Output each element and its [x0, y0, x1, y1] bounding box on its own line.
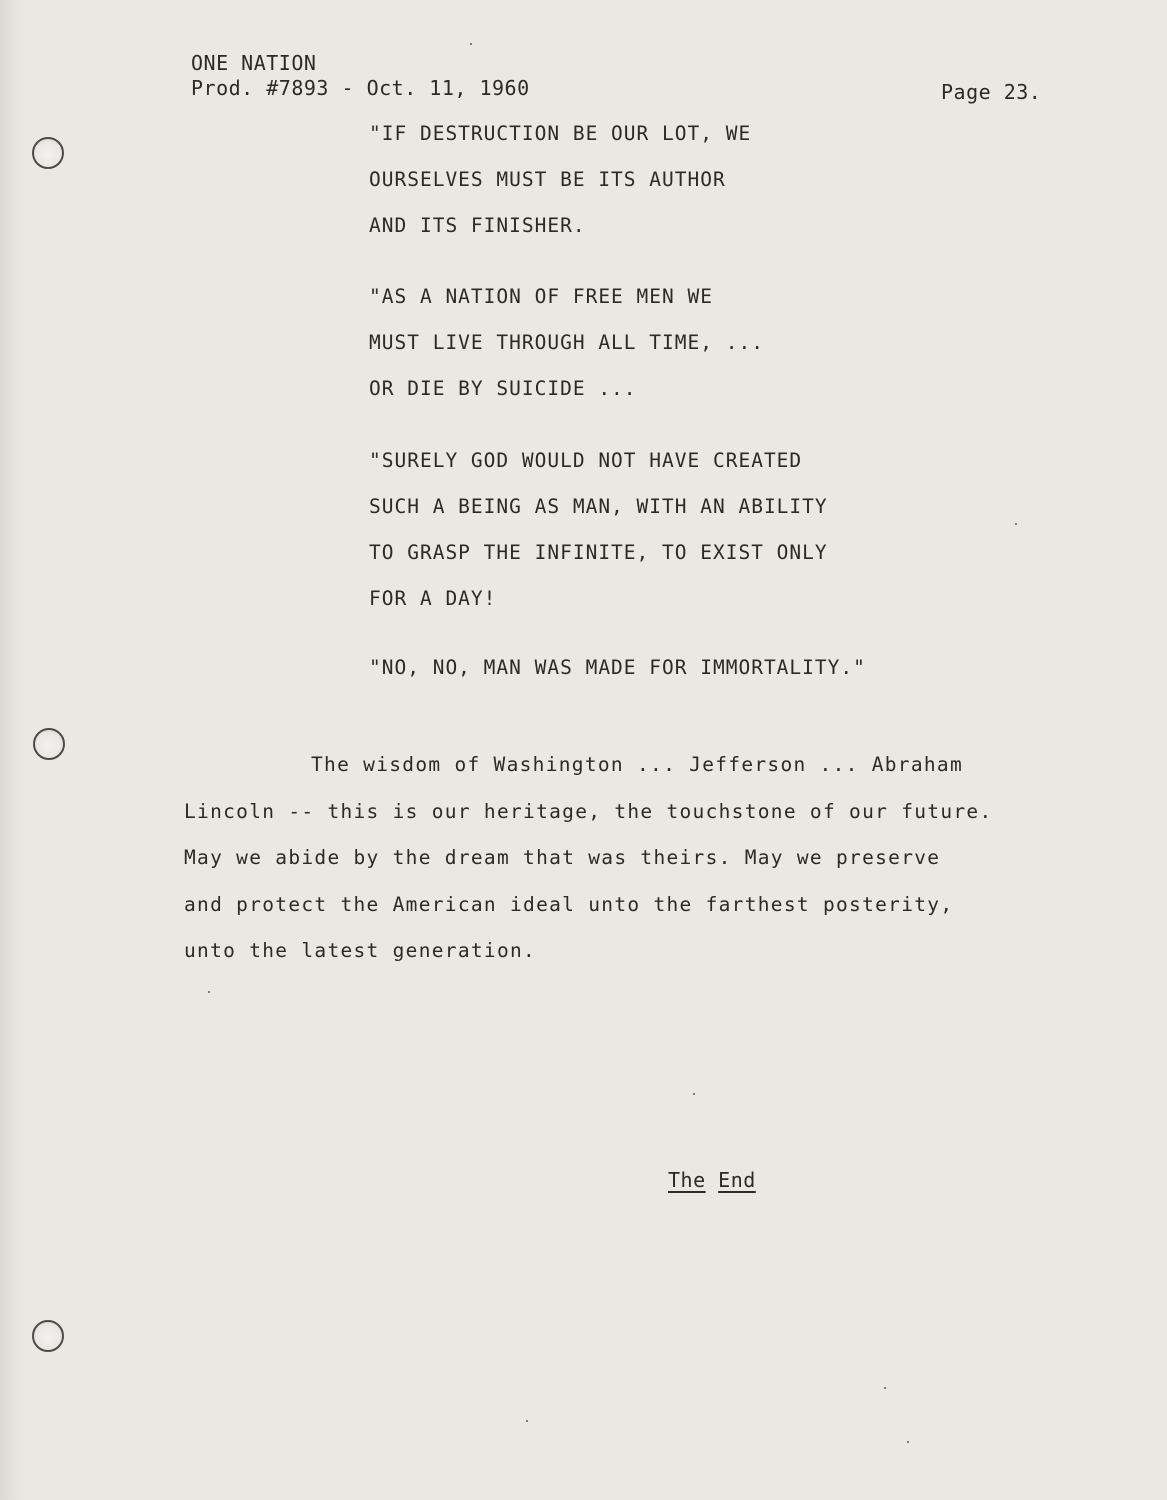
quote-line: "SURELY GOD WOULD NOT HAVE CREATED	[369, 449, 803, 472]
paragraph-line: May we abide by the dream that was theirs. May we preserve	[184, 846, 941, 869]
quote-line: FOR A DAY!	[369, 587, 497, 610]
quote-line: "IF DESTRUCTION BE OUR LOT, WE	[369, 122, 752, 145]
quote-line: OR DIE BY SUICIDE ...	[369, 377, 637, 400]
production-line: Prod. #7893 - Oct. 11, 1960	[191, 76, 530, 100]
paper-speck	[208, 991, 210, 993]
closing-paragraph	[184, 742, 992, 975]
paper-speck	[1015, 523, 1017, 525]
paper-speck	[693, 1093, 695, 1095]
paper-speck	[884, 1387, 886, 1389]
paper-speck	[907, 1441, 909, 1443]
paper-speck	[526, 1420, 528, 1422]
quote-line: "AS A NATION OF FREE MEN WE	[369, 285, 713, 308]
document-title: ONE NATION	[191, 51, 317, 75]
quote-line: AND ITS FINISHER.	[369, 214, 586, 237]
the-end-label	[668, 1168, 756, 1192]
paragraph-line: unto the latest generation.	[184, 939, 537, 962]
page-edge-shadow	[0, 0, 22, 1500]
quote-line: "NO, NO, MAN WAS MADE FOR IMMORTALITY."	[369, 656, 866, 679]
the-end-word-2: End	[718, 1168, 756, 1192]
quote-line: MUST LIVE THROUGH ALL TIME, ...	[369, 331, 764, 354]
the-end-word-1: The	[668, 1168, 706, 1192]
paragraph-line: The wisdom of Washington ... Jefferson ... Abraham	[311, 753, 963, 776]
punch-hole-top	[32, 137, 64, 169]
quote-line: OURSELVES MUST BE ITS AUTHOR	[369, 168, 726, 191]
quote-line: SUCH A BEING AS MAN, WITH AN ABILITY	[369, 495, 828, 518]
paragraph-line: Lincoln -- this is our heritage, the touchstone of our future.	[184, 799, 993, 823]
punch-hole-bottom	[32, 1320, 64, 1352]
quote-line: TO GRASP THE INFINITE, TO EXIST ONLY	[369, 541, 828, 564]
paper-speck	[470, 43, 472, 45]
quote-block-3	[369, 438, 828, 622]
quote-block-2	[369, 274, 764, 412]
quote-block-1	[369, 111, 751, 249]
punch-hole-middle	[33, 728, 65, 760]
paragraph-line: and protect the American ideal unto the farthest posterity,	[184, 892, 954, 916]
page-number: Page 23.	[941, 80, 1042, 104]
quote-block-4	[369, 645, 866, 691]
